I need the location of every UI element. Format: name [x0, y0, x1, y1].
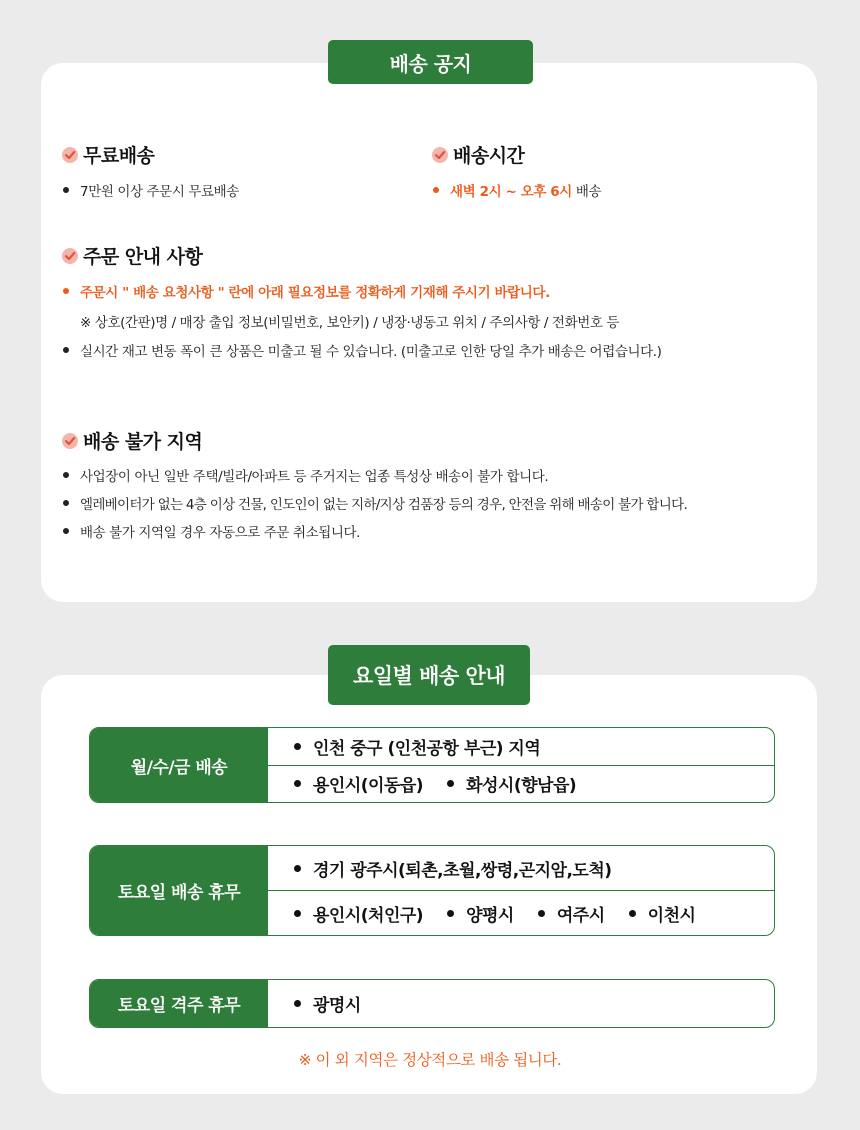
bullet-dot	[63, 187, 69, 193]
unavailable-line2	[63, 493, 687, 513]
unavailable-text3: 배송 불가 지역일 경우 자동으로 주문 취소됩니다.	[80, 525, 361, 541]
bullet-dot	[538, 910, 545, 917]
unavailable-line3	[63, 521, 360, 541]
order-guide-heading	[62, 242, 202, 269]
order-guide-text3: 실시간 재고 변동 폭이 큰 상품은 미출고 될 수 있습니다. (미출고로 인한 당일 추가 배송은 어렵습니다.)	[80, 344, 662, 360]
checkmark-icon	[62, 248, 78, 264]
bullet-dot	[63, 528, 69, 534]
bullet-dot	[63, 288, 69, 294]
schedule-footnote: ※ 이 외 지역은 정상적으로 배송 됩니다.	[298, 1051, 562, 1069]
order-guide-text1: 주문시 " 배송 요청사항 " 란에 아래 필요정보를 정확하게 기재해 주시기 바랍니다.	[80, 285, 550, 301]
region-item: 광명시	[313, 996, 361, 1016]
checkmark-icon	[62, 433, 78, 449]
schedule-line	[268, 890, 774, 935]
schedule-line	[268, 765, 774, 803]
region-item: 이천시	[647, 905, 696, 926]
free-shipping-title: 무료배송	[83, 145, 155, 167]
order-guide-text2: ※ 상호(간판)명 / 매장 출입 정보(비밀번호, 보안키) / 냉장·냉동고 위치 / 주의사항 / 전화번호 등	[80, 315, 620, 331]
region-item: 화성시(향남읍)	[466, 776, 577, 797]
schedule-row-label: 토요일 배송 휴무	[90, 846, 268, 935]
bullet-dot	[294, 780, 301, 787]
weekday-schedule-title: 요일별 배송 안내	[328, 645, 530, 705]
delivery-time-suffix: 배송	[571, 184, 602, 200]
bullet-dot	[447, 780, 454, 787]
order-guide-line3	[63, 340, 662, 360]
order-guide-title: 주문 안내 사항	[83, 246, 203, 268]
schedule-line	[268, 728, 774, 765]
bullet-dot	[294, 743, 301, 750]
order-guide-line2	[80, 311, 619, 331]
free-shipping-text: 7만원 이상 주문시 무료배송	[80, 184, 239, 200]
unavailable-title: 배송 불가 지역	[83, 431, 203, 453]
schedule-line	[268, 846, 774, 890]
delivery-time-line	[433, 180, 601, 200]
order-guide-line1	[63, 281, 550, 301]
bullet-dot	[629, 910, 636, 917]
region-item: 용인시(처인구)	[313, 905, 424, 926]
unavailable-heading	[62, 427, 202, 454]
bullet-dot	[294, 865, 301, 872]
unavailable-text1: 사업장이 아닌 일반 주택/빌라/아파트 등 주거지는 업종 특성상 배송이 불가 합니다.	[80, 469, 549, 485]
shipping-notice-title: 배송 공지	[328, 40, 533, 84]
bullet-dot	[433, 187, 439, 193]
region-item: 양평시	[466, 905, 514, 926]
schedule-row-mon-wed-fri	[89, 727, 775, 803]
bullet-dot	[447, 910, 454, 917]
checkmark-icon	[62, 147, 78, 163]
bullet-dot	[294, 1000, 301, 1007]
region-item: 여주시	[556, 905, 605, 926]
bullet-dot	[63, 472, 69, 478]
free-shipping-heading	[62, 141, 154, 168]
bullet-dot	[63, 500, 69, 506]
schedule-row-biweekly-off	[89, 979, 775, 1028]
schedule-line	[268, 980, 774, 1027]
region-item: 인천 중구 (인천공항 부근) 지역	[313, 738, 541, 759]
schedule-row-label: 월/수/금 배송	[90, 728, 268, 802]
checkmark-icon	[432, 147, 448, 163]
delivery-time-heading	[432, 141, 524, 168]
bullet-dot	[63, 347, 69, 353]
delivery-time-title: 배송시간	[453, 145, 525, 167]
unavailable-text2: 엘레베이터가 없는 4층 이상 건물, 인도인이 없는 지하/지상 검품장 등의 경우, 안전을 위해 배송이 불가 합니다.	[80, 497, 688, 513]
free-shipping-line	[63, 180, 239, 200]
bullet-dot	[294, 910, 301, 917]
unavailable-line1	[63, 465, 548, 485]
schedule-row-saturday-off	[89, 845, 775, 936]
delivery-time-highlight: 새벽 2시 ~ 오후 6시	[450, 184, 572, 200]
region-item: 용인시(이동읍)	[313, 776, 424, 797]
region-item: 경기 광주시(퇴촌,초월,쌍령,곤지암,도척)	[313, 860, 612, 881]
schedule-row-label: 토요일 격주 휴무	[90, 980, 268, 1027]
